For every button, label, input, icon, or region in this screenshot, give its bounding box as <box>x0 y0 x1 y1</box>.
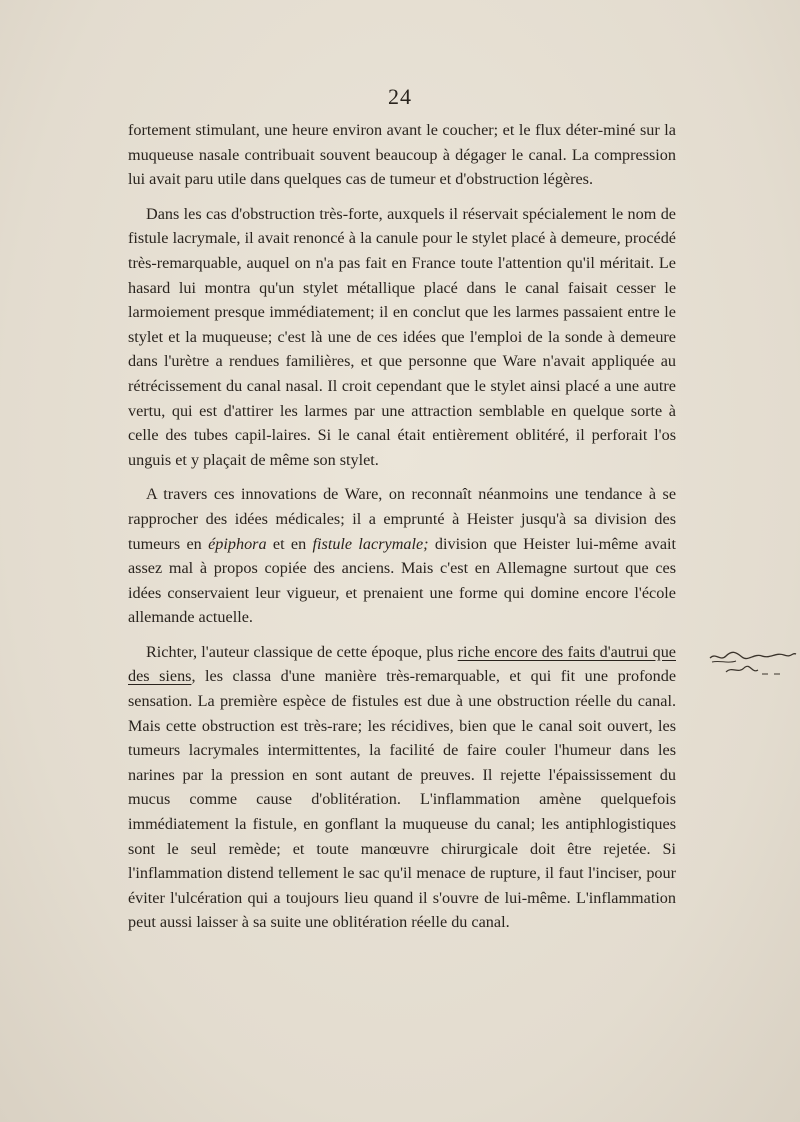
text-run: Richter, l'auteur classique de cette époque, plus <box>146 642 458 661</box>
paragraph <box>128 118 676 192</box>
text-run: fortement stimulant, une heure environ avant le coucher; et le flux déter-miné sur la muqueuse nasale contribuait souvent beaucoup à dégager le canal. La compression lui avait paru utile dans quelques cas de tumeur et d'obstruction légères. <box>128 121 676 189</box>
text-run: et en <box>266 534 313 553</box>
body-text <box>128 118 676 945</box>
italic-text: épiphora <box>208 534 267 553</box>
text-run: Dans les cas d'obstruction très-forte, auxquels il réservait spécialement le nom de fistule lacrymale, il avait renoncé à la canule pour le stylet placé à demeure, procédé très-remarquable, auquel on n'a pas fait en France toute l'attention qu'il méritait. Le hasard lui montra qu'un stylet métallique placé dans le canal faisait cesser le larmoiement presque immédiatement; il en conclut que les larmes passaient entre le stylet et la muqueuse; c'est là une de ces idées que l'emploi de la sonde à demeure dans l'urètre a rendues familières, et que personne que Ware n'avait appliquée au rétrécissement du canal nasal. Il croit cependant que le stylet ainsi placé a une autre vertu, qui est d'attirer les larmes par une attraction semblable en quelque sorte à celle des tubes capil-laires. Si le canal était entièrement oblitéré, il perforait l'os unguis et y plaçait de même son stylet. <box>128 204 676 469</box>
text-run: , les classa d'une manière très-remarquable, et qui fit une profonde sensation. La première espèce de fistules est due à une obstruction réelle du canal. Mais cette obstruction est très-rare; les récidives, bien que le canal soit ouvert, les tumeurs lacrymales intermittentes, la facilité de faire couler l'humeur dans les narines par la pression en sont autant de preuves. Il rejette l'épaississement du mucus comme cause d'oblitération. L'inflammation amène quelquefois immédiatement la fistule, en gonflant la muqueuse du canal; les antiphlogistiques sont le seul remède; et toute manœuvre chirurgicale doit être rejetée. Si l'inflammation distend tellement le sac qu'il menace de rupture, il faut l'inciser, pour éviter l'ulcération qui a toujours lieu quand il s'ouvre de lui-même. L'inflammation peut aussi laisser à sa suite une oblitération réelle du canal. <box>128 667 677 932</box>
italic-text: fistule lacrymale; <box>312 534 429 553</box>
text-run: A travers ces innovations de Ware, on reconnaît néanmoins une tendance à se rapprocher des idées médicales; il a emprunté à Heister jusqu'à sa division des tumeurs en <box>128 485 676 553</box>
handwritten-margin-note <box>706 644 798 684</box>
page-number: 24 <box>388 84 412 109</box>
paragraph <box>128 202 676 473</box>
paragraph <box>128 482 676 630</box>
text-run: division que Heister lui-même avait assez mal à propos copiée des anciens. Mais c'est en Allemagne surtout que ces idées conservaient leur vigueur, et prenaient une forme qui domine encore l'école allemande actuelle. <box>128 534 677 627</box>
underlined-text: riche encore des faits d'autrui que des siens <box>128 642 676 686</box>
paragraph <box>128 640 676 935</box>
